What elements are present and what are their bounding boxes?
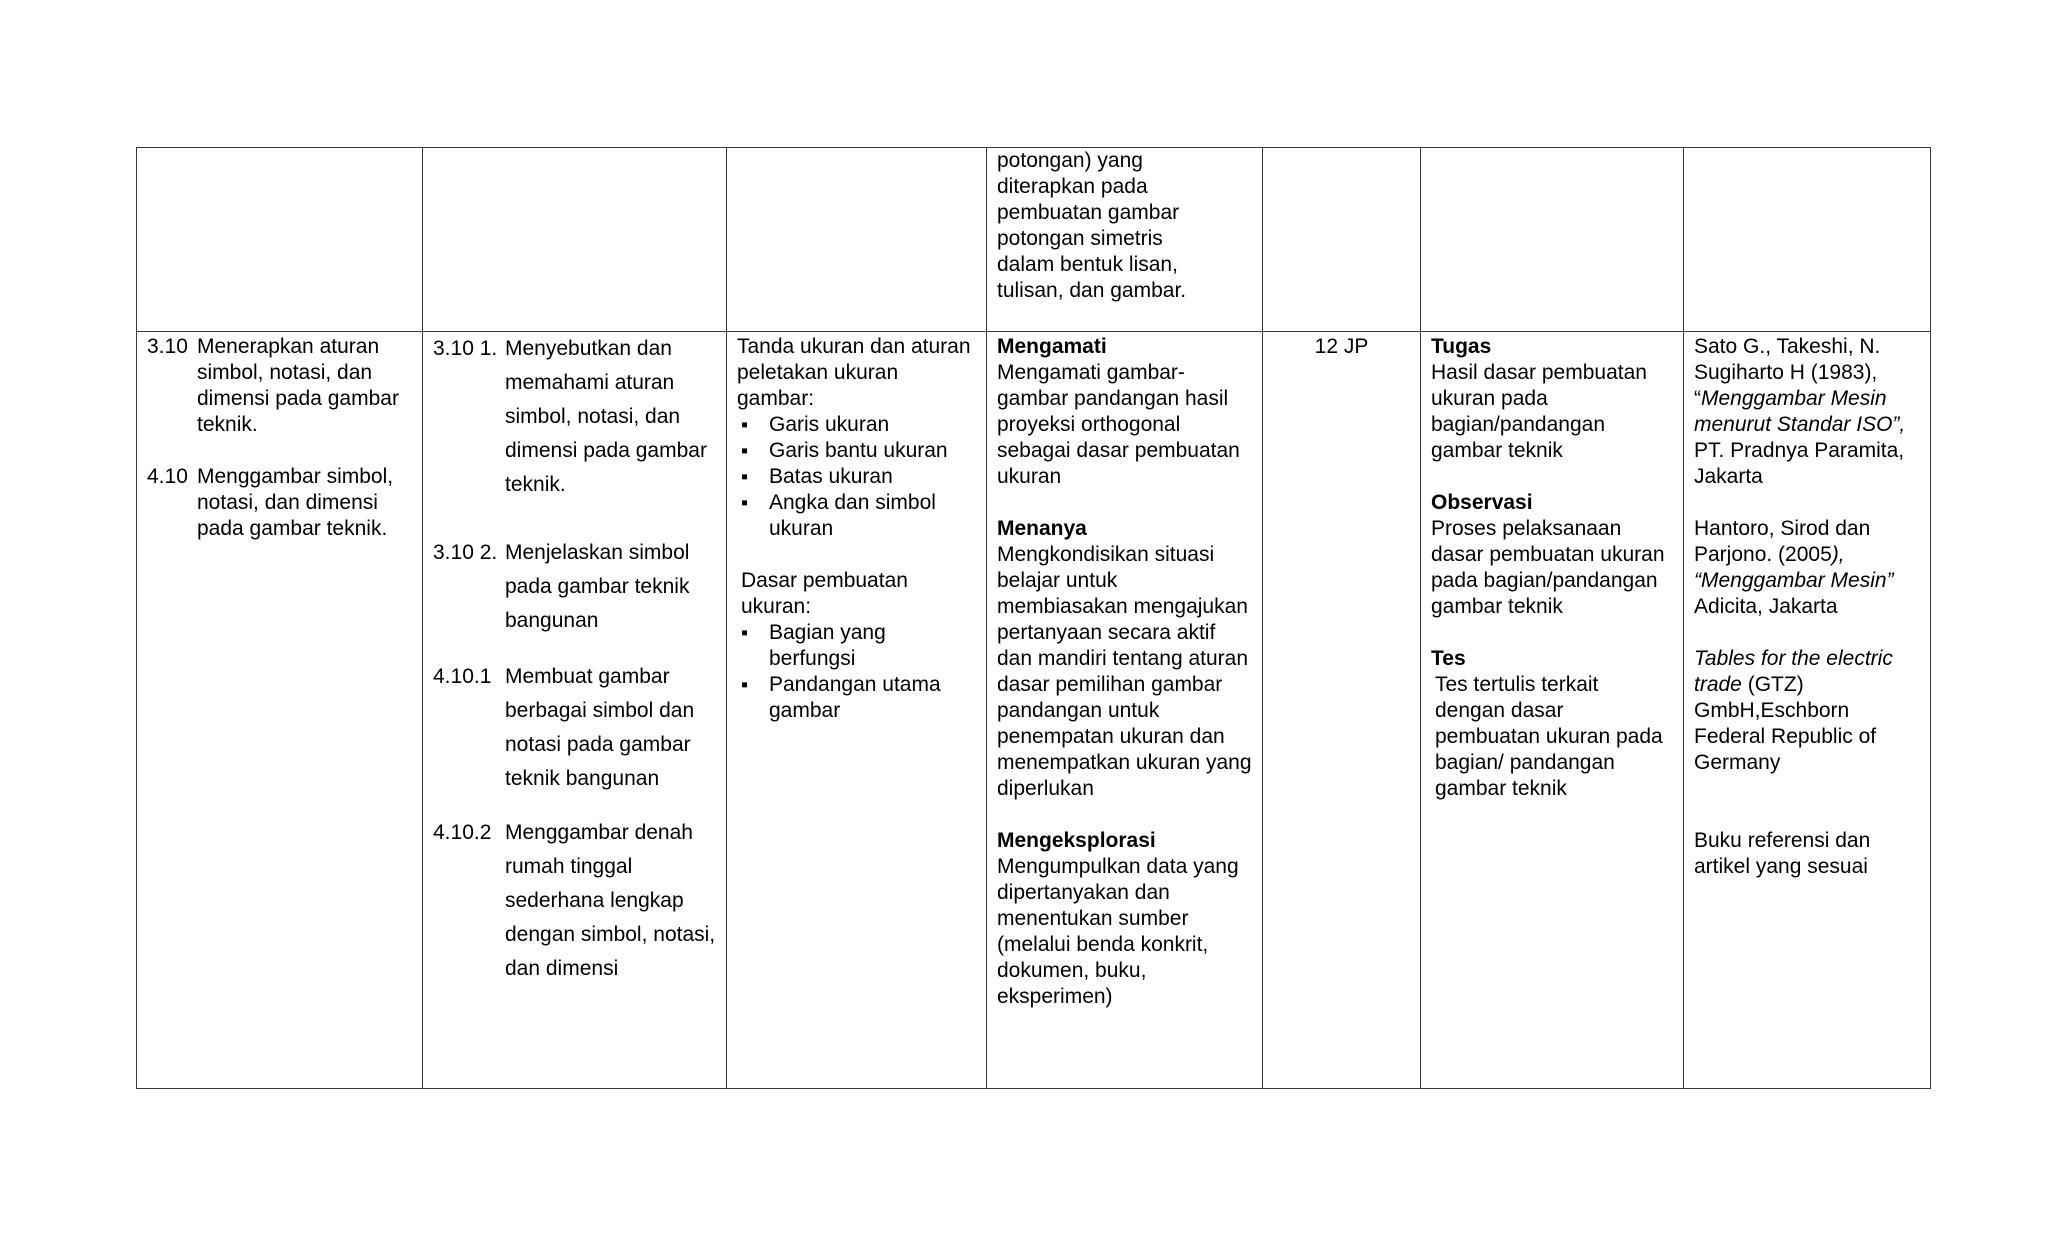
reference-item [1694,334,1920,490]
indikator-number: 4.10.1 [433,665,492,688]
indikator-number: 3.10 2. [433,541,498,564]
penilaian-heading: Tugas [1431,335,1492,358]
kegiatan-heading: Mengamati [997,335,1107,358]
materi-list [737,620,976,724]
kd-item [147,464,416,542]
list-item: ▪ Batas ukuran [769,464,976,490]
penilaian-cell [1421,332,1684,1089]
syllabus-table [136,147,1931,1089]
reference-title: Menggambar Mesin menurut Standar ISO”, [1694,387,1906,436]
materi-intro: Dasar pembuatan ukuran: [741,569,908,618]
kegiatan-line: diterapkan pada [997,175,1148,198]
reference-publisher: PT. Pradnya Paramita, Jakarta [1694,439,1905,488]
kd-number: 4.10 [147,465,188,488]
sumber-cell-empty [1684,148,1931,332]
reference-title: Tables for the electric trade [1694,647,1893,696]
alokasi-waktu: 12 JP [1314,335,1369,358]
kegiatan-text: Mengkondisikan situasi belajar untuk membiasakan mengajukan pertanyaan secara aktif dan mandiri tentang aturan dasar pemilihan gambar pandangan untuk penempatan ukuran dan menempatkan ukuran yang diperlukan [997,543,1252,800]
kegiatan-heading: Mengeksplorasi [997,829,1156,852]
indikator-item [433,816,716,986]
indikator-text: Menggambar denah rumah tinggal sederhana lengkap dengan simbol, notasi, dan dimensi [505,821,716,980]
indikator-item [433,536,716,660]
penilaian-heading: Tes [1431,647,1466,670]
reference-publisher: (GTZ) GmbH,Eschborn Federal Republic of Germany [1694,673,1877,774]
penilaian-text: Tes tertulis terkait dengan dasar pembuatan ukuran pada bagian/ pandangan gambar teknik [1435,673,1663,800]
kd-number: 3.10 [147,335,188,358]
table-row [137,332,1931,1089]
kd-item [147,334,416,438]
kegiatan-line: pembuatan gambar [997,201,1180,224]
kegiatan-line: potongan simetris [997,227,1163,250]
kd-text: Menggambar simbol, notasi, dan dimensi pada gambar teknik. [197,465,394,540]
list-item: ▪ Angka dan simbol ukuran [769,490,976,542]
indikator-item [433,660,716,816]
indikator-text: Menjelaskan simbol pada gambar teknik bangunan [505,541,690,632]
penilaian-text: Proses pelaksanaan dasar pembuatan ukuran pada bagian/pandangan gambar teknik [1431,517,1665,618]
alokasi-waktu-cell [1263,332,1421,1089]
reference-publisher: Adicita, Jakarta [1694,595,1838,618]
indikator-cell [423,332,727,1089]
indikator-item [433,332,716,536]
kd-text: Menerapkan aturan simbol, notasi, dan dimensi pada gambar teknik. [197,335,399,436]
kegiatan-text: Mengamati gambar-gambar pandangan hasil proyeksi orthogonal sebagai dasar pembuatan ukuran [997,361,1240,488]
reference-authors: Sato G., Takeshi, N. Sugiharto H (1983), “ [1694,335,1881,410]
list-item: ▪ Pandangan utama gambar [769,672,976,724]
kegiatan-cell [987,332,1263,1089]
penilaian-cell-empty [1421,148,1684,332]
reference-item [1694,516,1920,620]
list-item: ▪ Garis bantu ukuran [769,438,976,464]
materi-cell [727,332,987,1089]
kegiatan-text: Mengumpulkan data yang dipertanyakan dan menentukan sumber (melalui benda konkrit, dokumen, buku, eksperimen) [997,855,1239,1008]
kompetensi-dasar-cell [137,332,423,1089]
kegiatan-line: potongan) yang [997,149,1143,172]
kegiatan-heading: Menanya [997,517,1087,540]
reference-title: ), “Menggambar Mesin” [1694,543,1894,592]
list-item: ▪ Garis ukuran [769,412,976,438]
indikator-text: Menyebutkan dan memahami aturan simbol, notasi, dan dimensi pada gambar teknik. [505,337,707,496]
reference-item: Buku referensi dan artikel yang sesuai [1694,829,1871,878]
materi-list [737,412,976,542]
kegiatan-cell-continued [987,148,1263,332]
materi-intro: Tanda ukuran dan aturan peletakan ukuran gambar: [737,335,971,410]
kegiatan-line: tulisan, dan gambar. [997,279,1187,302]
penilaian-text: Hasil dasar pembuatan ukuran pada bagian/pandangan gambar teknik [1431,361,1647,462]
penilaian-heading: Observasi [1431,491,1533,514]
table-row-continued [137,148,1931,332]
kd-cell-empty [137,148,423,332]
reference-authors: Hantoro, Sirod dan Parjono. (2005 [1694,517,1871,566]
indikator-text: Membuat gambar berbagai simbol dan notasi pada gambar teknik bangunan [505,665,695,790]
indikator-cell-empty [423,148,727,332]
list-item: ▪ Bagian yang berfungsi [769,620,976,672]
kegiatan-line: dalam bentuk lisan, [997,253,1178,276]
sumber-belajar-cell [1684,332,1931,1089]
reference-item [1694,646,1920,776]
alokasi-cell-empty [1263,148,1421,332]
materi-cell-empty [727,148,987,332]
indikator-number: 3.10 1. [433,337,498,360]
indikator-number: 4.10.2 [433,821,492,844]
